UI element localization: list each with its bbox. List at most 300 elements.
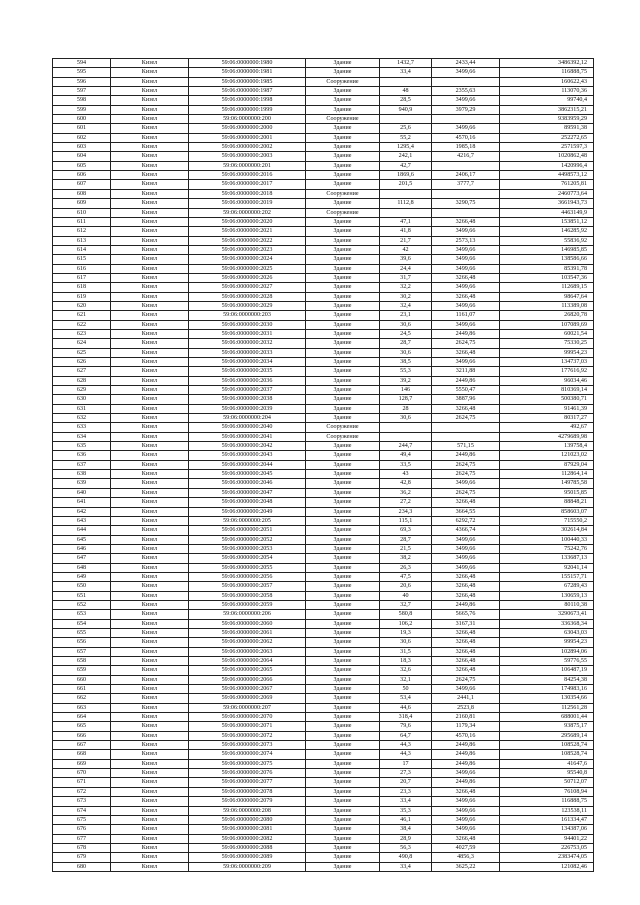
table-row xyxy=(53,432,594,441)
object-type-cell: Сооружение xyxy=(306,423,380,432)
area-cell: 20,6 xyxy=(380,582,432,591)
table-row xyxy=(53,386,594,395)
object-type-cell: Здание xyxy=(306,470,380,479)
table-row xyxy=(53,264,594,273)
row-number-cell: 679 xyxy=(53,853,111,862)
rate-cell: 3499,66 xyxy=(432,245,500,254)
object-type-cell: Здание xyxy=(306,628,380,637)
area-cell: 30,6 xyxy=(380,320,432,329)
table-row xyxy=(53,825,594,834)
row-number-cell: 605 xyxy=(53,161,111,170)
rate-cell: 3887,96 xyxy=(432,395,500,404)
value-cell: 75242,76 xyxy=(500,544,594,553)
area-cell: 26,3 xyxy=(380,563,432,572)
object-type-cell: Здание xyxy=(306,386,380,395)
city-cell: Кизел xyxy=(111,442,189,451)
row-number-cell: 617 xyxy=(53,273,111,282)
value-cell: 113070,36 xyxy=(500,87,594,96)
value-cell: 75330,25 xyxy=(500,339,594,348)
area-cell: 28,5 xyxy=(380,96,432,105)
object-type-cell: Здание xyxy=(306,460,380,469)
cadastral-number-cell: 59:06:0000000:201 xyxy=(189,161,306,170)
city-cell: Кизел xyxy=(111,395,189,404)
row-number-cell: 611 xyxy=(53,217,111,226)
table-row xyxy=(53,600,594,609)
table-row xyxy=(53,787,594,796)
row-number-cell: 619 xyxy=(53,292,111,301)
city-cell: Кизел xyxy=(111,311,189,320)
value-cell: 858603,07 xyxy=(500,507,594,516)
row-number-cell: 675 xyxy=(53,815,111,824)
row-number-cell: 638 xyxy=(53,470,111,479)
city-cell: Кизел xyxy=(111,264,189,273)
value-cell: 336368,34 xyxy=(500,619,594,628)
value-cell: 89591,38 xyxy=(500,124,594,133)
table-row xyxy=(53,479,594,488)
object-type-cell: Здание xyxy=(306,161,380,170)
city-cell: Кизел xyxy=(111,843,189,852)
table-row xyxy=(53,628,594,637)
value-cell: 107089,69 xyxy=(500,320,594,329)
object-type-cell: Здание xyxy=(306,124,380,133)
area-cell: 33,5 xyxy=(380,460,432,469)
cadastral-number-cell: 59:06:0000000:207 xyxy=(189,703,306,712)
row-number-cell: 600 xyxy=(53,115,111,124)
row-number-cell: 646 xyxy=(53,544,111,553)
rate-cell: 3664,55 xyxy=(432,507,500,516)
rate-cell: 3625,22 xyxy=(432,862,500,871)
cadastral-number-cell: 59:06:0000000:2031 xyxy=(189,329,306,338)
object-type-cell: Здание xyxy=(306,105,380,114)
rate-cell: 3499,66 xyxy=(432,68,500,77)
object-type-cell: Здание xyxy=(306,843,380,852)
cadastral-number-cell: 59:06:0000000:2072 xyxy=(189,731,306,740)
city-cell: Кизел xyxy=(111,507,189,516)
table-row xyxy=(53,769,594,778)
rate-cell: 1161,07 xyxy=(432,311,500,320)
row-number-cell: 674 xyxy=(53,806,111,815)
value-cell: 106487,19 xyxy=(500,666,594,675)
rate-cell: 3266,48 xyxy=(432,404,500,413)
object-type-cell: Здание xyxy=(306,619,380,628)
object-type-cell: Здание xyxy=(306,59,380,68)
row-number-cell: 655 xyxy=(53,628,111,637)
rate-cell: 4570,16 xyxy=(432,133,500,142)
area-cell xyxy=(380,189,432,198)
cadastral-number-cell: 59:06:0000000:2025 xyxy=(189,264,306,273)
table-row xyxy=(53,339,594,348)
rate-cell: 3499,66 xyxy=(432,685,500,694)
value-cell: 99954,23 xyxy=(500,638,594,647)
row-number-cell: 608 xyxy=(53,189,111,198)
row-number-cell: 670 xyxy=(53,769,111,778)
rate-cell: 3266,48 xyxy=(432,647,500,656)
city-cell: Кизел xyxy=(111,741,189,750)
rate-cell xyxy=(432,423,500,432)
city-cell: Кизел xyxy=(111,806,189,815)
table-row xyxy=(53,507,594,516)
value-cell: 92041,14 xyxy=(500,563,594,572)
object-type-cell: Здание xyxy=(306,442,380,451)
value-cell: 95540,8 xyxy=(500,769,594,778)
rate-cell: 3266,48 xyxy=(432,348,500,357)
table-row xyxy=(53,152,594,161)
value-cell: 688001,44 xyxy=(500,713,594,722)
value-cell: 4498573,12 xyxy=(500,171,594,180)
value-cell: 113389,08 xyxy=(500,301,594,310)
city-cell: Кизел xyxy=(111,414,189,423)
city-cell: Кизел xyxy=(111,339,189,348)
area-cell: 1112,8 xyxy=(380,199,432,208)
table-row xyxy=(53,806,594,815)
value-cell: 138586,66 xyxy=(500,255,594,264)
object-type-cell: Здание xyxy=(306,273,380,282)
row-number-cell: 634 xyxy=(53,432,111,441)
table-row xyxy=(53,442,594,451)
row-number-cell: 641 xyxy=(53,498,111,507)
value-cell: 85391,78 xyxy=(500,264,594,273)
area-cell: 25,6 xyxy=(380,124,432,133)
city-cell: Кизел xyxy=(111,713,189,722)
rate-cell: 2433,44 xyxy=(432,59,500,68)
city-cell: Кизел xyxy=(111,498,189,507)
area-cell: 48 xyxy=(380,87,432,96)
city-cell: Кизел xyxy=(111,787,189,796)
rate-cell: 5550,47 xyxy=(432,386,500,395)
city-cell: Кизел xyxy=(111,171,189,180)
table-row xyxy=(53,610,594,619)
cadastral-number-cell: 59:06:0000000:2022 xyxy=(189,236,306,245)
row-number-cell: 653 xyxy=(53,610,111,619)
table-row xyxy=(53,582,594,591)
table-row xyxy=(53,797,594,806)
table-row xyxy=(53,208,594,217)
value-cell: 226753,05 xyxy=(500,843,594,852)
rate-cell: 3266,48 xyxy=(432,582,500,591)
rate-cell: 2449,86 xyxy=(432,451,500,460)
row-number-cell: 642 xyxy=(53,507,111,516)
rate-cell: 4570,16 xyxy=(432,731,500,740)
object-type-cell: Здание xyxy=(306,853,380,862)
table-row xyxy=(53,470,594,479)
value-cell: 2571597,3 xyxy=(500,143,594,152)
object-type-cell: Здание xyxy=(306,825,380,834)
rate-cell: 4856,3 xyxy=(432,853,500,862)
object-type-cell: Здание xyxy=(306,227,380,236)
row-number-cell: 652 xyxy=(53,600,111,609)
rate-cell: 4027,59 xyxy=(432,843,500,852)
area-cell: 56,3 xyxy=(380,843,432,852)
row-number-cell: 624 xyxy=(53,339,111,348)
value-cell: 133687,13 xyxy=(500,554,594,563)
city-cell: Кизел xyxy=(111,703,189,712)
table-row xyxy=(53,87,594,96)
row-number-cell: 643 xyxy=(53,516,111,525)
cadastral-number-cell: 59:06:0000000:2076 xyxy=(189,769,306,778)
cadastral-number-cell: 59:06:0000000:205 xyxy=(189,516,306,525)
value-cell: 95015,85 xyxy=(500,488,594,497)
value-cell: 50712,07 xyxy=(500,778,594,787)
row-number-cell: 669 xyxy=(53,759,111,768)
object-type-cell: Здание xyxy=(306,96,380,105)
value-cell: 149785,58 xyxy=(500,479,594,488)
area-cell: 43 xyxy=(380,470,432,479)
table-row xyxy=(53,189,594,198)
value-cell: 99740,4 xyxy=(500,96,594,105)
rate-cell: 3499,66 xyxy=(432,227,500,236)
cadastral-number-cell: 59:06:0000000:2029 xyxy=(189,301,306,310)
cadastral-number-cell: 59:06:0000000:2063 xyxy=(189,647,306,656)
rate-cell: 2573,13 xyxy=(432,236,500,245)
value-cell: 88848,21 xyxy=(500,498,594,507)
cadastral-number-cell: 59:06:0000000:2020 xyxy=(189,217,306,226)
object-type-cell: Здание xyxy=(306,395,380,404)
table-row xyxy=(53,675,594,684)
value-cell: 146985,85 xyxy=(500,245,594,254)
table-row xyxy=(53,619,594,628)
row-number-cell: 676 xyxy=(53,825,111,834)
city-cell: Кизел xyxy=(111,797,189,806)
table-row xyxy=(53,572,594,581)
city-cell: Кизел xyxy=(111,292,189,301)
city-cell: Кизел xyxy=(111,59,189,68)
data-sheet xyxy=(52,58,593,872)
rate-cell: 3266,48 xyxy=(432,572,500,581)
cadastral-number-cell: 59:06:0000000:2069 xyxy=(189,694,306,703)
rate-cell: 3266,48 xyxy=(432,591,500,600)
table-row xyxy=(53,862,594,871)
object-type-cell: Здание xyxy=(306,87,380,96)
table-row xyxy=(53,414,594,423)
rate-cell: 2441,1 xyxy=(432,694,500,703)
value-cell: 121023,02 xyxy=(500,451,594,460)
cadastral-number-cell: 59:06:0000000:2060 xyxy=(189,619,306,628)
object-type-cell: Здание xyxy=(306,283,380,292)
value-cell: 1420996,4 xyxy=(500,161,594,170)
table-row xyxy=(53,516,594,525)
area-cell: 79,6 xyxy=(380,722,432,731)
area-cell: 32,6 xyxy=(380,666,432,675)
object-type-cell: Здание xyxy=(306,236,380,245)
object-type-cell: Сооружение xyxy=(306,77,380,86)
city-cell: Кизел xyxy=(111,273,189,282)
table-row xyxy=(53,498,594,507)
value-cell: 112561,28 xyxy=(500,703,594,712)
city-cell: Кизел xyxy=(111,432,189,441)
rate-cell: 2449,86 xyxy=(432,600,500,609)
city-cell: Кизел xyxy=(111,488,189,497)
rate-cell: 2355,63 xyxy=(432,87,500,96)
rate-cell xyxy=(432,115,500,124)
row-number-cell: 602 xyxy=(53,133,111,142)
area-cell: 1295,4 xyxy=(380,143,432,152)
object-type-cell: Здание xyxy=(306,815,380,824)
city-cell: Кизел xyxy=(111,460,189,469)
value-cell: 3486392,12 xyxy=(500,59,594,68)
table-row xyxy=(53,535,594,544)
city-cell: Кизел xyxy=(111,778,189,787)
row-number-cell: 620 xyxy=(53,301,111,310)
row-number-cell: 658 xyxy=(53,657,111,666)
cadastral-number-cell: 59:06:0000000:2078 xyxy=(189,787,306,796)
area-cell xyxy=(380,115,432,124)
city-cell: Кизел xyxy=(111,600,189,609)
area-cell: 38,2 xyxy=(380,554,432,563)
area-cell: 47,1 xyxy=(380,217,432,226)
city-cell: Кизел xyxy=(111,152,189,161)
cadastral-number-cell: 59:06:0000000:2075 xyxy=(189,759,306,768)
row-number-cell: 618 xyxy=(53,283,111,292)
value-cell: 146285,92 xyxy=(500,227,594,236)
object-type-cell: Здание xyxy=(306,572,380,581)
row-number-cell: 667 xyxy=(53,741,111,750)
city-cell: Кизел xyxy=(111,161,189,170)
table-row xyxy=(53,488,594,497)
area-cell: 28,9 xyxy=(380,834,432,843)
rate-cell: 2449,86 xyxy=(432,376,500,385)
city-cell: Кизел xyxy=(111,96,189,105)
object-type-cell: Здание xyxy=(306,694,380,703)
cadastral-number-cell: 59:06:0000000:2073 xyxy=(189,741,306,750)
cadastral-number-cell: 59:06:0000000:1985 xyxy=(189,77,306,86)
object-type-cell: Здание xyxy=(306,526,380,535)
area-cell: 33,4 xyxy=(380,68,432,77)
table-row xyxy=(53,759,594,768)
value-cell: 160622,43 xyxy=(500,77,594,86)
area-cell: 42 xyxy=(380,245,432,254)
area-cell: 49,4 xyxy=(380,451,432,460)
area-cell: 44,6 xyxy=(380,703,432,712)
cadastral-number-cell: 59:06:0000000:2026 xyxy=(189,273,306,282)
object-type-cell: Здание xyxy=(306,264,380,273)
area-cell: 24,4 xyxy=(380,264,432,273)
cadastral-number-cell: 59:06:0000000:2047 xyxy=(189,488,306,497)
object-type-cell: Здание xyxy=(306,713,380,722)
area-cell: 18,3 xyxy=(380,657,432,666)
value-cell: 9383959,29 xyxy=(500,115,594,124)
object-type-cell: Здание xyxy=(306,311,380,320)
object-type-cell: Здание xyxy=(306,516,380,525)
table-row xyxy=(53,358,594,367)
rate-cell: 3499,66 xyxy=(432,806,500,815)
table-row xyxy=(53,283,594,292)
table-row xyxy=(53,77,594,86)
value-cell: 99954,23 xyxy=(500,348,594,357)
city-cell: Кизел xyxy=(111,619,189,628)
area-cell xyxy=(380,77,432,86)
object-type-cell: Сооружение xyxy=(306,115,380,124)
city-cell: Кизел xyxy=(111,628,189,637)
rate-cell xyxy=(432,161,500,170)
row-number-cell: 637 xyxy=(53,460,111,469)
area-cell: 24,5 xyxy=(380,329,432,338)
value-cell: 63043,03 xyxy=(500,628,594,637)
cadastral-number-cell: 59:06:0000000:2036 xyxy=(189,376,306,385)
table-row xyxy=(53,59,594,68)
area-cell: 64,7 xyxy=(380,731,432,740)
object-type-cell: Здание xyxy=(306,675,380,684)
object-type-cell: Здание xyxy=(306,750,380,759)
area-cell: 30,2 xyxy=(380,292,432,301)
area-cell: 580,8 xyxy=(380,610,432,619)
value-cell: 174983,16 xyxy=(500,685,594,694)
area-cell: 17 xyxy=(380,759,432,768)
area-cell: 940,9 xyxy=(380,105,432,114)
cadastral-number-cell: 59:06:0000000:2058 xyxy=(189,591,306,600)
cadastral-number-cell: 59:06:0000000:2059 xyxy=(189,600,306,609)
row-number-cell: 610 xyxy=(53,208,111,217)
table-row xyxy=(53,750,594,759)
cadastral-number-cell: 59:06:0000000:1998 xyxy=(189,96,306,105)
cadastral-number-cell: 59:06:0000000:2055 xyxy=(189,563,306,572)
value-cell: 76108,94 xyxy=(500,787,594,796)
rate-cell: 2406,17 xyxy=(432,171,500,180)
row-number-cell: 601 xyxy=(53,124,111,133)
cadastral-number-cell: 59:06:0000000:2041 xyxy=(189,432,306,441)
cadastral-number-cell: 59:06:0000000:2027 xyxy=(189,283,306,292)
cadastral-number-cell: 59:06:0000000:1980 xyxy=(189,59,306,68)
object-type-cell: Здание xyxy=(306,245,380,254)
area-cell: 201,5 xyxy=(380,180,432,189)
value-cell: 123538,11 xyxy=(500,806,594,815)
table-row xyxy=(53,853,594,862)
area-cell: 53,4 xyxy=(380,694,432,703)
table-row xyxy=(53,657,594,666)
rate-cell: 3499,66 xyxy=(432,255,500,264)
row-number-cell: 633 xyxy=(53,423,111,432)
row-number-cell: 640 xyxy=(53,488,111,497)
table-row xyxy=(53,591,594,600)
object-type-cell: Здание xyxy=(306,143,380,152)
row-number-cell: 657 xyxy=(53,647,111,656)
city-cell: Кизел xyxy=(111,208,189,217)
row-number-cell: 629 xyxy=(53,386,111,395)
row-number-cell: 628 xyxy=(53,376,111,385)
value-cell: 108528,74 xyxy=(500,750,594,759)
object-type-cell: Здание xyxy=(306,180,380,189)
rate-cell: 3979,29 xyxy=(432,105,500,114)
area-cell: 23,1 xyxy=(380,311,432,320)
object-type-cell: Здание xyxy=(306,591,380,600)
table-row xyxy=(53,68,594,77)
cadastral-number-cell: 59:06:0000000:2048 xyxy=(189,498,306,507)
rate-cell: 3266,48 xyxy=(432,628,500,637)
cadastral-number-cell: 59:06:0000000:2042 xyxy=(189,442,306,451)
cadastral-number-cell: 59:06:0000000:2002 xyxy=(189,143,306,152)
area-cell: 31,5 xyxy=(380,647,432,656)
table-row xyxy=(53,722,594,731)
value-cell: 153851,12 xyxy=(500,217,594,226)
table-row xyxy=(53,180,594,189)
object-type-cell: Здание xyxy=(306,787,380,796)
object-type-cell: Здание xyxy=(306,769,380,778)
cadastral-number-cell: 59:06:0000000:202 xyxy=(189,208,306,217)
object-type-cell: Сооружение xyxy=(306,432,380,441)
object-type-cell: Здание xyxy=(306,797,380,806)
rate-cell: 3499,66 xyxy=(432,535,500,544)
row-number-cell: 668 xyxy=(53,750,111,759)
object-type-cell: Здание xyxy=(306,647,380,656)
area-cell: 41,8 xyxy=(380,227,432,236)
city-cell: Кизел xyxy=(111,657,189,666)
table-row xyxy=(53,311,594,320)
cadastral-number-cell: 59:06:0000000:2035 xyxy=(189,367,306,376)
value-cell: 1020862,48 xyxy=(500,152,594,161)
rate-cell: 3499,66 xyxy=(432,358,500,367)
area-cell xyxy=(380,423,432,432)
rate-cell: 2160,81 xyxy=(432,713,500,722)
row-number-cell: 666 xyxy=(53,731,111,740)
